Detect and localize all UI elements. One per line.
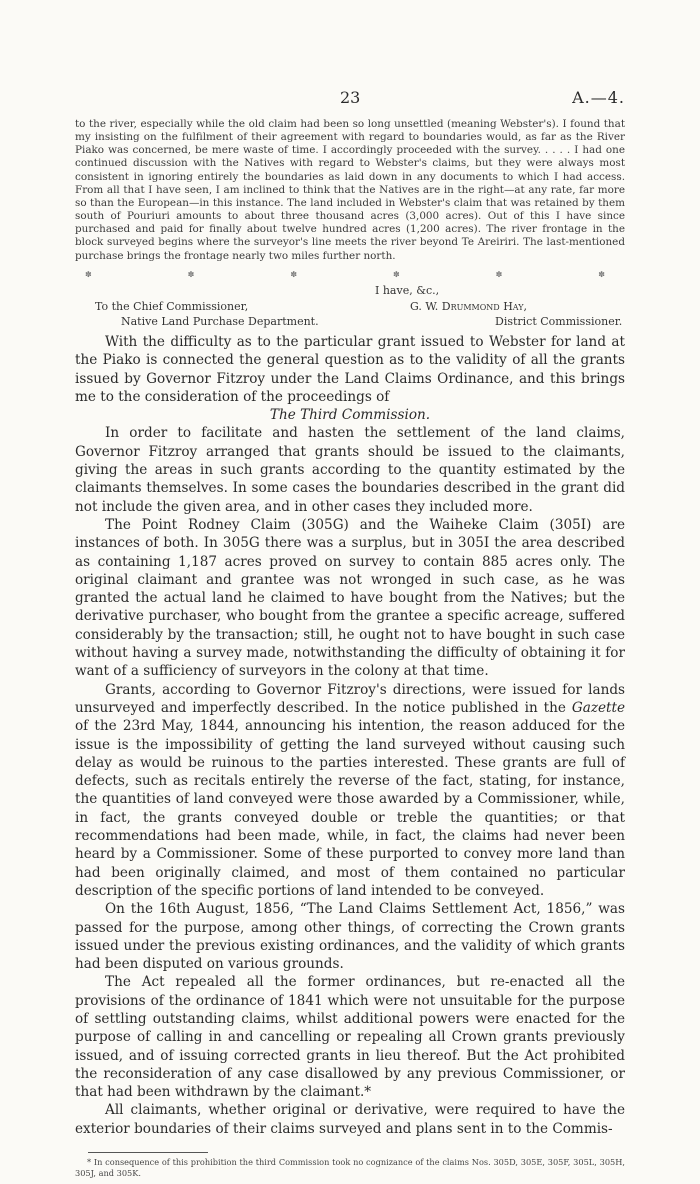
- page-reference: A.—4.: [572, 88, 625, 107]
- footnote-divider: [88, 1152, 208, 1153]
- signatory-name: G. W. Drummond Hay,: [410, 300, 528, 313]
- asterisk-glyph: ✽: [187, 270, 195, 279]
- footnote: [75, 1157, 625, 1178]
- gazette-title: Gazette: [571, 699, 625, 716]
- footnote-text: * In consequence of this prohibition the third Commission took no cognizance of the claims Nos. 305D, 305E, 305F, 305L, 305H, 305J, and 305K.: [75, 1157, 625, 1178]
- paragraph-text: Grants, according to Governor Fitzroy's directions, were issued for lands unsurveyed and imperfectly described. In the notice published in the: [75, 681, 625, 716]
- paragraph: On the 16th August, 1856, “The Land Claims Settlement Act, 1856,” was passed for the purpose, among other things, of correcting the Crown grants issued under the previous existing ordinances, and the validity of which grants had been disputed on various grounds.: [75, 901, 625, 973]
- page-number: 23: [340, 88, 361, 107]
- signatory-title: District Commissioner.: [495, 315, 623, 328]
- section-heading: The Third Commission.: [269, 407, 431, 424]
- paragraph: All claimants, whether original or derivative, were required to have the exterior boundaries of their claims surveyed and plans sent in to the Commis-: [75, 1102, 625, 1137]
- main-text: [75, 333, 625, 1138]
- paragraph-text: of the 23rd May, 1844, announcing his intention, the reason adduced for the issue is the impossibility of getting the land surveyed without causing such delay as would be ruinous to the parties interested. These grants are full of defects, such as recitals entirely the reverse of the fact, stating, for instance, the quantities of land conveyed were those awarded by a Commissioner, while, in fact, the grants conveyed double or treble the quantities; or that recommendations had been made, while, in fact, the claims had never been heard by a Commissioner. Some of these purported to convey more land than had been originally claimed, and most of them contained no particular description of the specific portions of land intended to be conveyed.: [75, 718, 625, 899]
- quoted-letter: [75, 118, 625, 263]
- paragraph: The Point Rodney Claim (305G) and the Waiheke Claim (305I) are instances of both. In 305G there was a surplus, but in 305I the area described as containing 1,187 acres proved on survey to contain 885 acres only. The original claimant and grantee was not wronged in such case, as he was granted the actual land he claimed to have bought from the Natives; but the derivative purchaser, who bought from the grantee a specific acreage, suffered considerably by the transaction; still, he ought not to have bought in such case without having a survey made, notwithstanding the difficulty of obtaining it for want of a sufficiency of surveyors in the colony at that time.: [75, 516, 625, 680]
- addressee-line-2: Native Land Purchase Department.: [121, 315, 319, 328]
- closing-salutation: I have, &c.,: [375, 284, 440, 297]
- signature-block: [75, 284, 625, 328]
- asterisk-glyph: ✽: [290, 270, 298, 279]
- paragraph: In order to facilitate and hasten the settlement of the land claims, Governor Fitzroy arranged that grants should be issued to the claimants, giving the areas in such grants according to the quantity estimated by the claimants themselves. In some cases the boundaries described in the grant did not include the given area, and in other cases they included more.: [75, 425, 625, 515]
- addressee-line-1: To the Chief Commissioner,: [95, 300, 249, 313]
- asterisk-glyph: ✽: [85, 270, 92, 279]
- asterisk-glyph: ✽: [495, 270, 503, 279]
- paragraph: [75, 681, 625, 901]
- paragraph: The Act repealed all the former ordinances, but re-enacted all the provisions of the ordinance of 1841 which were not unsuitable for the purpose of settling outstanding claims, whilst additional powers were enacted for the purpose of calling in and cancelling or repealing all Crown grants previously issued, and of issuing corrected grants in lieu thereof. But the Act prohibited the reconsideration of any case disallowed by any previous Commissioner, or that had been withdrawn by the claimant.*: [75, 974, 625, 1101]
- page-header: [0, 88, 700, 110]
- asterisk-glyph: ✽: [392, 270, 400, 279]
- ellipsis-asterisks: [75, 270, 625, 284]
- asterisk-glyph: ✽: [598, 270, 605, 279]
- quoted-letter-text: to the river, especially while the old claim had been so long unsettled (meaning Webster's). I found that my insisting on the fulfilment of their agreement with regard to boundaries would, as far as the River Piako was concerned, be mere waste of time. I accordingly proceeded with the survey. . . . . I had one continued discussion with the Natives with regard to Webster's claims, but they were always most consistent in ignoring entirely the boundaries as laid down in any documents to which I had access. From all that I have seen, I am inclined to think that the Natives are in the right—at any rate, far more so than the European—in this instance. The land included in Webster's claim that was retained by them south of Pouriuri amounts to about three thousand acres (3,000 acres). Out of this I have since purchased and paid for finally about twelve hundred acres (1,200 acres). The river frontage in the block surveyed begins where the surveyor's line meets the river beyond Te Areiriri. The last-mentioned purchase brings the frontage nearly two miles further north.: [75, 118, 625, 262]
- paragraph: With the difficulty as to the particular grant issued to Webster for land at the Piako is connected the general question as to the validity of all the grants issued by Governor Fitzroy under the Land Claims Ordinance, and this brings me to the consideration of the proceedings of: [75, 334, 625, 405]
